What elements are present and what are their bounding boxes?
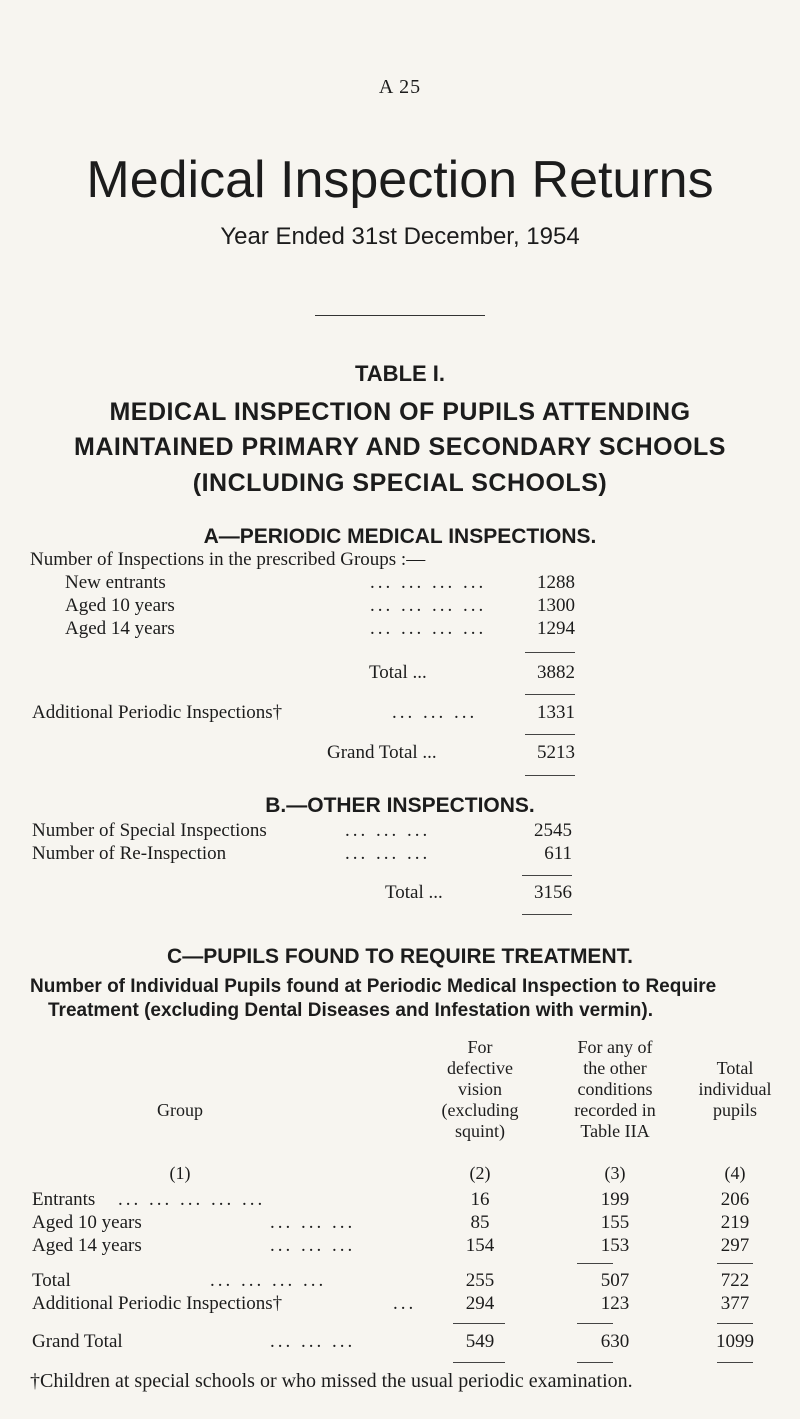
heading-line-1: MEDICAL INSPECTION OF PUPILS ATTENDING [109,398,691,426]
column-header-defective-vision [420,1037,540,1142]
section-b-title: B.—OTHER INSPECTIONS. [265,794,535,817]
sum-rule [525,694,575,695]
table-cell: 153 [600,1235,630,1256]
section-a-row-label: Aged 14 years [65,618,175,639]
column-header-line: conditions [577,1079,653,1099]
column-header-line: For [467,1037,493,1057]
sum-rule [525,775,575,776]
page-title: Medical Inspection Returns [86,151,714,209]
leader-dots: ... ... ... [270,1331,356,1352]
section-a-row-label: New entrants [65,572,166,593]
column-header-line: individual [698,1079,772,1099]
section-b-row-label: Number of Re-Inspection [32,843,227,864]
section-a-additional-label: Additional Periodic Inspections† [32,702,283,723]
sum-rule [577,1263,613,1264]
sum-rule [577,1362,613,1363]
column-header-line: squint) [454,1121,505,1141]
column-header-line: Total [716,1058,754,1078]
column-header-line: For any of [577,1037,653,1057]
section-a-row-label: Aged 10 years [65,595,175,616]
table-row-group: Entrants [32,1189,96,1210]
section-a-row-value: 1288 [537,572,575,593]
column-header-other-conditions [550,1037,680,1142]
leader-dots: ... ... ... [345,820,431,841]
table-cell: 630 [600,1331,630,1352]
table-cell: 722 [720,1270,750,1291]
column-number: (1) [169,1163,191,1183]
leader-dots: ... ... ... ... [370,572,487,593]
leader-dots: ... ... ... ... [370,618,487,639]
table-cell: 1099 [716,1331,754,1352]
table-cell: 255 [465,1270,495,1291]
heading-line-3: (INCLUDING SPECIAL SCHOOLS) [192,469,608,497]
section-a-row-value: 1300 [537,595,575,616]
section-a-grand-total-label: Grand Total ... [327,742,437,763]
column-number: (2) [469,1163,491,1183]
leader-dots: ... ... ... [270,1212,356,1233]
table-cell: 123 [600,1293,630,1314]
leader-dots: ... ... ... [270,1235,356,1256]
table-label: TABLE I. [354,361,446,386]
sum-rule [717,1263,753,1264]
section-a-row-value: 1294 [537,618,575,639]
table-row-group: Additional Periodic Inspections† [32,1293,283,1314]
table-cell: 206 [720,1189,750,1210]
leader-dots: ... [393,1293,417,1314]
section-a-intro: Number of Inspections in the prescribed Groups :— [30,549,426,570]
table-row-group: Grand Total [32,1331,123,1352]
column-header-line: recorded in [574,1100,656,1120]
column-header-total-pupils [675,1058,795,1121]
sum-rule [577,1323,613,1324]
section-b-total-label: Total ... [385,882,443,903]
leader-dots: ... ... ... ... ... [118,1189,266,1210]
leader-dots: ... ... ... ... [370,595,487,616]
table-row-group: Aged 14 years [32,1235,142,1256]
column-header-line: pupils [712,1100,757,1120]
column-header-line: Group [157,1100,203,1120]
footnote: †Children at special schools or who missed the usual periodic examination. [30,1370,633,1392]
column-header-group [100,1100,260,1121]
column-header-line: vision [457,1079,502,1099]
sum-rule [453,1362,505,1363]
leader-dots: ... ... ... [392,702,478,723]
section-b-row-value: 611 [544,843,572,864]
title-divider [315,315,485,316]
column-header-line: Table IIA [580,1121,650,1141]
sum-rule [453,1323,505,1324]
table-cell: 294 [465,1293,495,1314]
heading-line-2: MAINTAINED PRIMARY AND SECONDARY SCHOOLS [74,433,726,461]
section-a-total-label: Total ... [369,662,427,683]
sum-rule [522,914,572,915]
table-cell: 297 [720,1235,750,1256]
table-cell: 155 [600,1212,630,1233]
page-number: A 25 [378,76,422,98]
sum-rule [522,875,572,876]
section-b-total-value: 3156 [534,882,572,903]
column-header-line: the other [583,1058,647,1078]
table-cell: 377 [720,1293,750,1314]
section-a-additional-value: 1331 [537,702,575,723]
section-b-row-value: 2545 [534,820,572,841]
column-number: (3) [604,1163,626,1183]
leader-dots: ... ... ... [345,843,431,864]
column-header-line: (excluding [441,1100,519,1120]
table-cell: 85 [470,1212,490,1233]
section-c-desc-line-2: Treatment (excluding Dental Diseases and Infestation with vermin). [48,1000,653,1021]
section-c-title: C—PUPILS FOUND TO REQUIRE TREATMENT. [167,945,633,968]
column-header-line: defective [447,1058,513,1078]
section-b-row-label: Number of Special Inspections [32,820,267,841]
leader-dots: ... ... ... ... [210,1270,327,1291]
table-cell: 16 [470,1189,490,1210]
column-number: (4) [724,1163,746,1183]
section-a-title: A—PERIODIC MEDICAL INSPECTIONS. [203,525,597,548]
section-c-desc-line-1: Number of Individual Pupils found at Periodic Medical Inspection to Require [30,976,717,997]
table-row-group: Total [32,1270,71,1291]
sum-rule [525,652,575,653]
table-cell: 549 [465,1331,495,1352]
table-cell: 507 [600,1270,630,1291]
table-row-group: Aged 10 years [32,1212,142,1233]
table-cell: 219 [720,1212,750,1233]
table-cell: 199 [600,1189,630,1210]
page-subtitle: Year Ended 31st December, 1954 [220,223,580,250]
sum-rule [525,734,575,735]
section-a-grand-total-value: 5213 [537,742,575,763]
sum-rule [717,1362,753,1363]
table-cell: 154 [465,1235,495,1256]
sum-rule [717,1323,753,1324]
section-a-total-value: 3882 [537,662,575,683]
